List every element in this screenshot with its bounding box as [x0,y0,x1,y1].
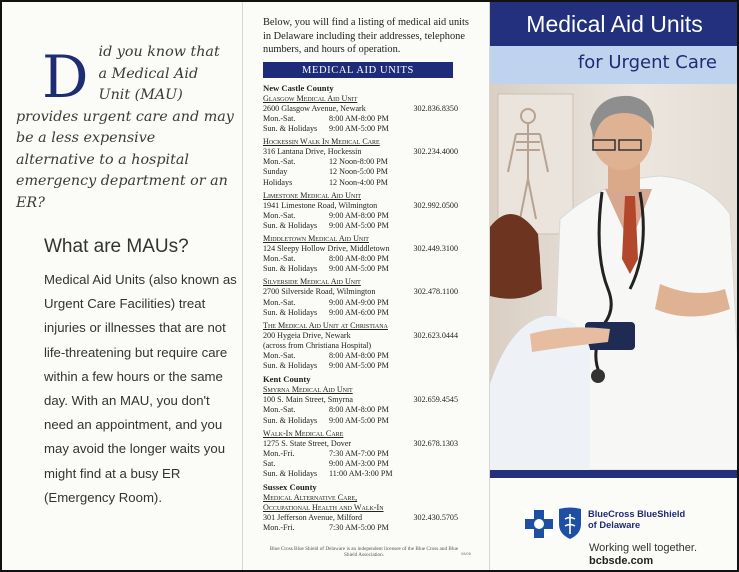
unit-phone: 302.836.8350 [413,103,458,113]
hours-days: Mon.-Fri. [263,523,295,533]
left-panel [16,42,238,510]
unit-address: 1941 Limestone Road, Wilmington [263,200,378,210]
hours-row [263,298,478,308]
footnote: Blue Cross Blue Shield of Delaware is an independent licensee of the Blue Cross and Blue Shield Association. [269,546,459,559]
unit-name: Smyrna Medical Aid Unit [263,385,353,395]
hours-row [263,167,478,177]
unit-phone: 302.678.1303 [413,438,458,448]
unit-listing [263,83,478,534]
intro-line: Unit (MAU) [98,87,183,103]
hours-time: 11:00 AM-3:00 PM [329,468,393,478]
hours-time: 9:00 AM-8:00 PM [329,210,389,220]
unit-name: Silverside Medical Aid Unit [263,277,361,287]
listing-intro: Below, you will find a listing of medical aid units in Delaware including their addresses, telephone numbers, and hours of operation. [263,17,469,56]
hours-days: Sun. & Holidays [263,220,318,230]
hours-time: 9:00 AM-5:00 PM [329,220,389,230]
brand-name [588,509,685,531]
hours-row [263,449,478,459]
unit-phone: 302.234.4000 [413,147,458,157]
print-code: 08/06 [461,551,472,556]
unit-address: 301 Jefferson Avenue, Milford [263,513,363,523]
hours-time: 7:30 AM-5:00 PM [329,523,389,533]
unit-phone: 302.478.1100 [413,287,458,297]
hours-days: Mon.-Fri. [263,448,295,458]
unit-name: Middletown Medical Aid Unit [263,234,369,243]
hours-row [263,469,478,479]
hours-row [263,211,478,221]
hours-days: Sun. & Holidays [263,468,318,478]
hours-time: 12 Noon-5:00 PM [329,167,388,177]
tagline: Working well together. [589,542,698,554]
hours-days: Sun. & Holidays [263,124,318,134]
hours-row [263,221,478,231]
unit-name: Hockessin Walk In Medical Care [263,137,380,147]
hours-days: Mon.-Sat. [263,254,296,264]
hours-row [263,361,478,371]
unit-phone: 302.623.0444 [413,330,458,340]
fold-line [242,2,243,570]
hours-time: 9:00 AM-5:00 PM [329,415,389,425]
unit-address: 2700 Silverside Road, Wilmington [263,287,376,297]
brand-line: BlueCross BlueShield [588,509,686,519]
drop-cap: D [42,43,89,111]
unit-phone: 302.659.4545 [413,395,458,405]
intro-paragraph [16,42,238,214]
body-text: Medical Aid Units (also known as Urgent Care Facilities) treat injuries or illnesses that are not life-threatening but require care within a few hours or the same day. With an MAU, you don't need an appointment, and you may avoid the longer waits you might find at a busy ER (Emergency Room). [44,272,237,505]
unit-entry [263,385,478,425]
hours-days: Sat. [263,458,276,468]
hours-time: 9:00 AM-9:00 PM [329,297,389,307]
bcbs-logo-icon [525,506,585,540]
hours-row [263,157,478,167]
unit-entry [263,493,478,533]
unit-address: 1275 S. State Street, Dover [263,438,352,448]
hours-time: 8:00 AM-8:00 PM [329,405,389,415]
hours-row [263,114,478,124]
hours-days: Sun. & Holidays [263,307,318,317]
cover-panel [490,2,739,572]
unit-entry [263,321,478,371]
subtitle-bar [490,46,739,84]
unit-phone: 302.992.0500 [413,200,458,210]
hours-row [263,459,478,469]
hours-time: 9:00 AM-6:00 PM [329,307,389,317]
section-heading: What are MAUs? [44,236,189,257]
unit-name: Walk-In Medical Care [263,428,344,438]
intro-rest: provides urgent care and may be a less expensive alternative to a hospital emergency department or an ER? [16,108,234,211]
hours-time: 9:00 AM-3:00 PM [329,458,389,468]
hours-days: Sun. & Holidays [263,361,318,371]
website-link[interactable]: bcbsde.com [589,555,654,567]
unit-name: Limestone Medical Aid Unit [263,190,361,200]
hours-row [263,308,478,318]
unit-address: 100 S. Main Street, Smyrna [263,395,353,405]
unit-entry [263,191,478,231]
hours-row [263,523,478,533]
hours-time: 9:00 AM-5:00 PM [329,361,389,371]
hours-time: 8:00 AM-8:00 PM [329,113,389,123]
unit-name: Occupational Health and Walk-In [263,503,384,513]
hours-days: Mon.-Sat. [263,210,296,220]
hours-time: 9:00 AM-5:00 PM [329,124,389,134]
hours-row [263,178,478,188]
intro-line: id you know that [98,44,220,60]
unit-entry [263,277,478,317]
doctor-photo [490,84,739,470]
hours-row [263,351,478,361]
unit-address: 124 Sleepy Hollow Drive, Middletown [263,244,390,254]
cover-subtitle: for Urgent Care [577,52,717,73]
unit-name: Glasgow Medical Aid Unit [263,93,358,103]
unit-name: The Medical Aid Unit at Christiana [263,320,388,330]
unit-entry [263,137,478,187]
intro-line: a Medical Aid [98,65,199,82]
unit-name: Medical Alternative Care, [263,493,358,503]
tagline-block [589,542,697,568]
hours-row [263,254,478,264]
county-heading: New Castle County [263,82,334,93]
county-heading: Kent County [263,374,311,385]
unit-entry [263,234,478,274]
hours-days: Mon.-Sat. [263,157,296,167]
hours-row [263,124,478,134]
unit-address: (across from Christiana Hospital) [263,340,372,350]
unit-phone: 302.449.3100 [413,244,458,253]
unit-entry [263,429,478,479]
hours-days: Sun. & Holidays [263,415,318,425]
hours-row [263,405,478,415]
unit-phone: 302.430.5705 [413,513,458,523]
hours-time: 8:00 AM-8:00 PM [329,351,389,361]
hours-time: 9:00 AM-5:00 PM [329,264,389,274]
county-heading: Sussex County [263,482,317,493]
cover-bottom-bar [490,470,739,478]
hours-days: Mon.-Sat. [263,351,296,361]
hours-time: 12 Noon-8:00 PM [329,157,388,167]
hours-time: 12 Noon-4:00 PM [329,177,388,187]
hours-days: Mon.-Sat. [263,297,296,307]
hours-time: 7:30 AM-7:00 PM [329,448,389,458]
hours-days: Sunday [263,167,288,177]
hours-days: Mon.-Sat. [263,113,296,123]
brand-line: of Delaware [588,520,641,530]
unit-address: 2600 Glasgow Avenue, Newark [263,103,366,113]
hours-row [263,416,478,426]
cover-title: Medical Aid Units [490,2,739,46]
middle-panel [257,16,477,536]
unit-address: 316 Lantana Drive, Hockessin [263,147,362,157]
hours-days: Holidays [263,177,293,187]
section-band: MEDICAL AID UNITS [263,62,453,78]
unit-entry [263,94,478,134]
hours-days: Sun. & Holidays [263,264,318,274]
hours-time: 8:00 AM-8:00 PM [329,254,389,264]
hours-row [263,264,478,274]
unit-address: 200 Hygeia Drive, Newark [263,330,351,340]
hours-days: Mon.-Sat. [263,405,296,415]
